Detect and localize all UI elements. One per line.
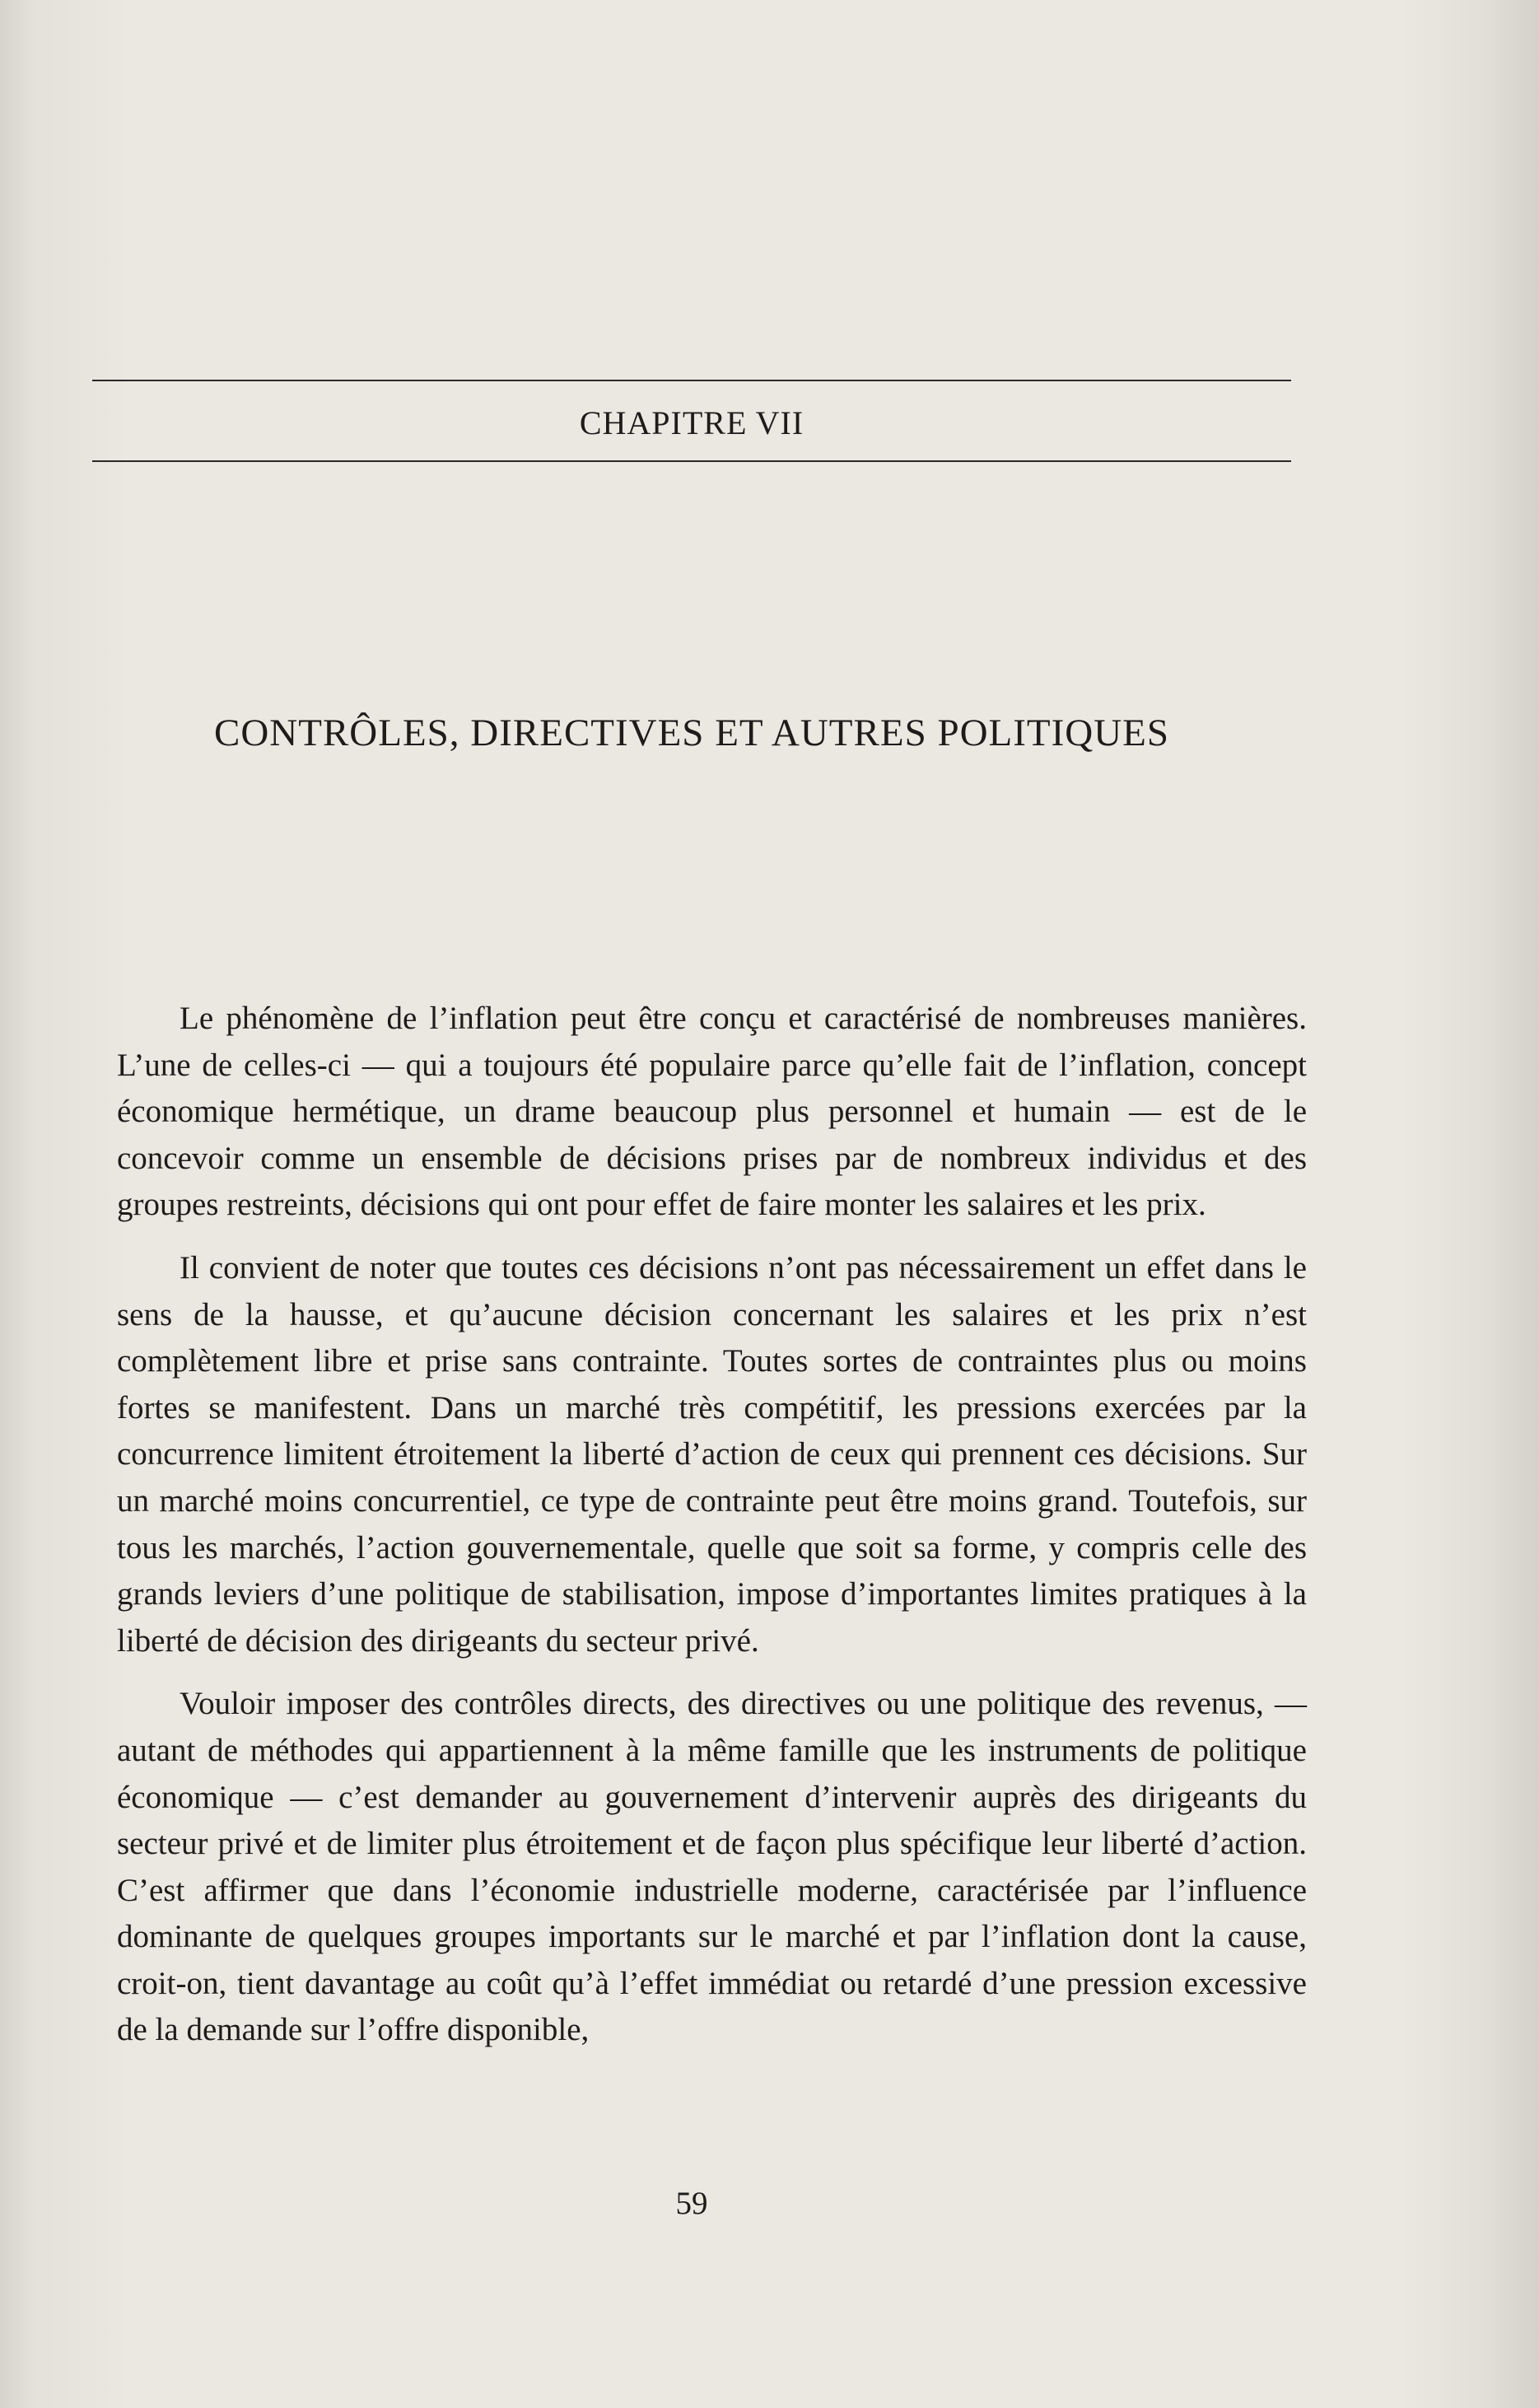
paragraph-3: Vouloir imposer des contrôles directs, des directives ou une politique des revenus, — autant de méthodes qui appartiennent à la même famille que les instruments de politique économique — c’est demander au gouvernement d’intervenir auprès des dirigeants du secteur privé et de limiter plus étroitement et de façon plus spécifique leur liberté d’action. C’est affirmer que dans l’économie industrielle moderne, caractérisée par l’influence dominante de quelques groupes importants sur le marché et par l’inflation dont la cause, croit-on, tient davantage au coût qu’à l’effet immédiat ou retardé d’une pression excessive de la demande sur l’offre disponible,: [117, 1686, 1307, 2048]
body-text: [117, 996, 1307, 2070]
page-number: 59: [675, 2186, 708, 2221]
chapter-label: CHAPITRE VII: [579, 404, 804, 441]
chapter-bottom-rule: [92, 460, 1291, 462]
chapter-title: CONTRÔLES, DIRECTIVES ET AUTRES POLITIQUES: [214, 712, 1169, 754]
chapter-top-rule: [92, 380, 1291, 381]
paragraph-1: Le phénomène de l’inflation peut être conçu et caractérisé de nombreuses manières. L’une de celles-ci — qui a toujours été populaire parce qu’elle fait de l’inflation, concept économique hermétique, un drame beaucoup plus personnel et humain — est de le concevoir comme un ensemble de décisions prises par de nombreux individus et des groupes restreints, décisions qui ont pour effet de faire monter les salaires et les prix.: [117, 1001, 1307, 1223]
paragraph-2: Il convient de noter que toutes ces décisions n’ont pas nécessairement un effet dans le sens de la hausse, et qu’aucune décision concernant les salaires et les prix n’est complètement libre et prise sans contrainte. Toutes sortes de contraintes plus ou moins fortes se manifestent. Dans un marché très compétitif, les pressions exercées par la concurrence limitent étroitement la liberté d’action de ceux qui prennent ces décisions. Sur un marché moins concurrentiel, ce type de contrainte peut être moins grand. Toutefois, sur tous les marchés, l’action gouvernementale, quelle que soit sa forme, y compris celle des grands leviers d’une politique de stabilisation, impose d’importantes limites pratiques à la liberté de décision des dirigeants du secteur privé.: [117, 1249, 1307, 1659]
